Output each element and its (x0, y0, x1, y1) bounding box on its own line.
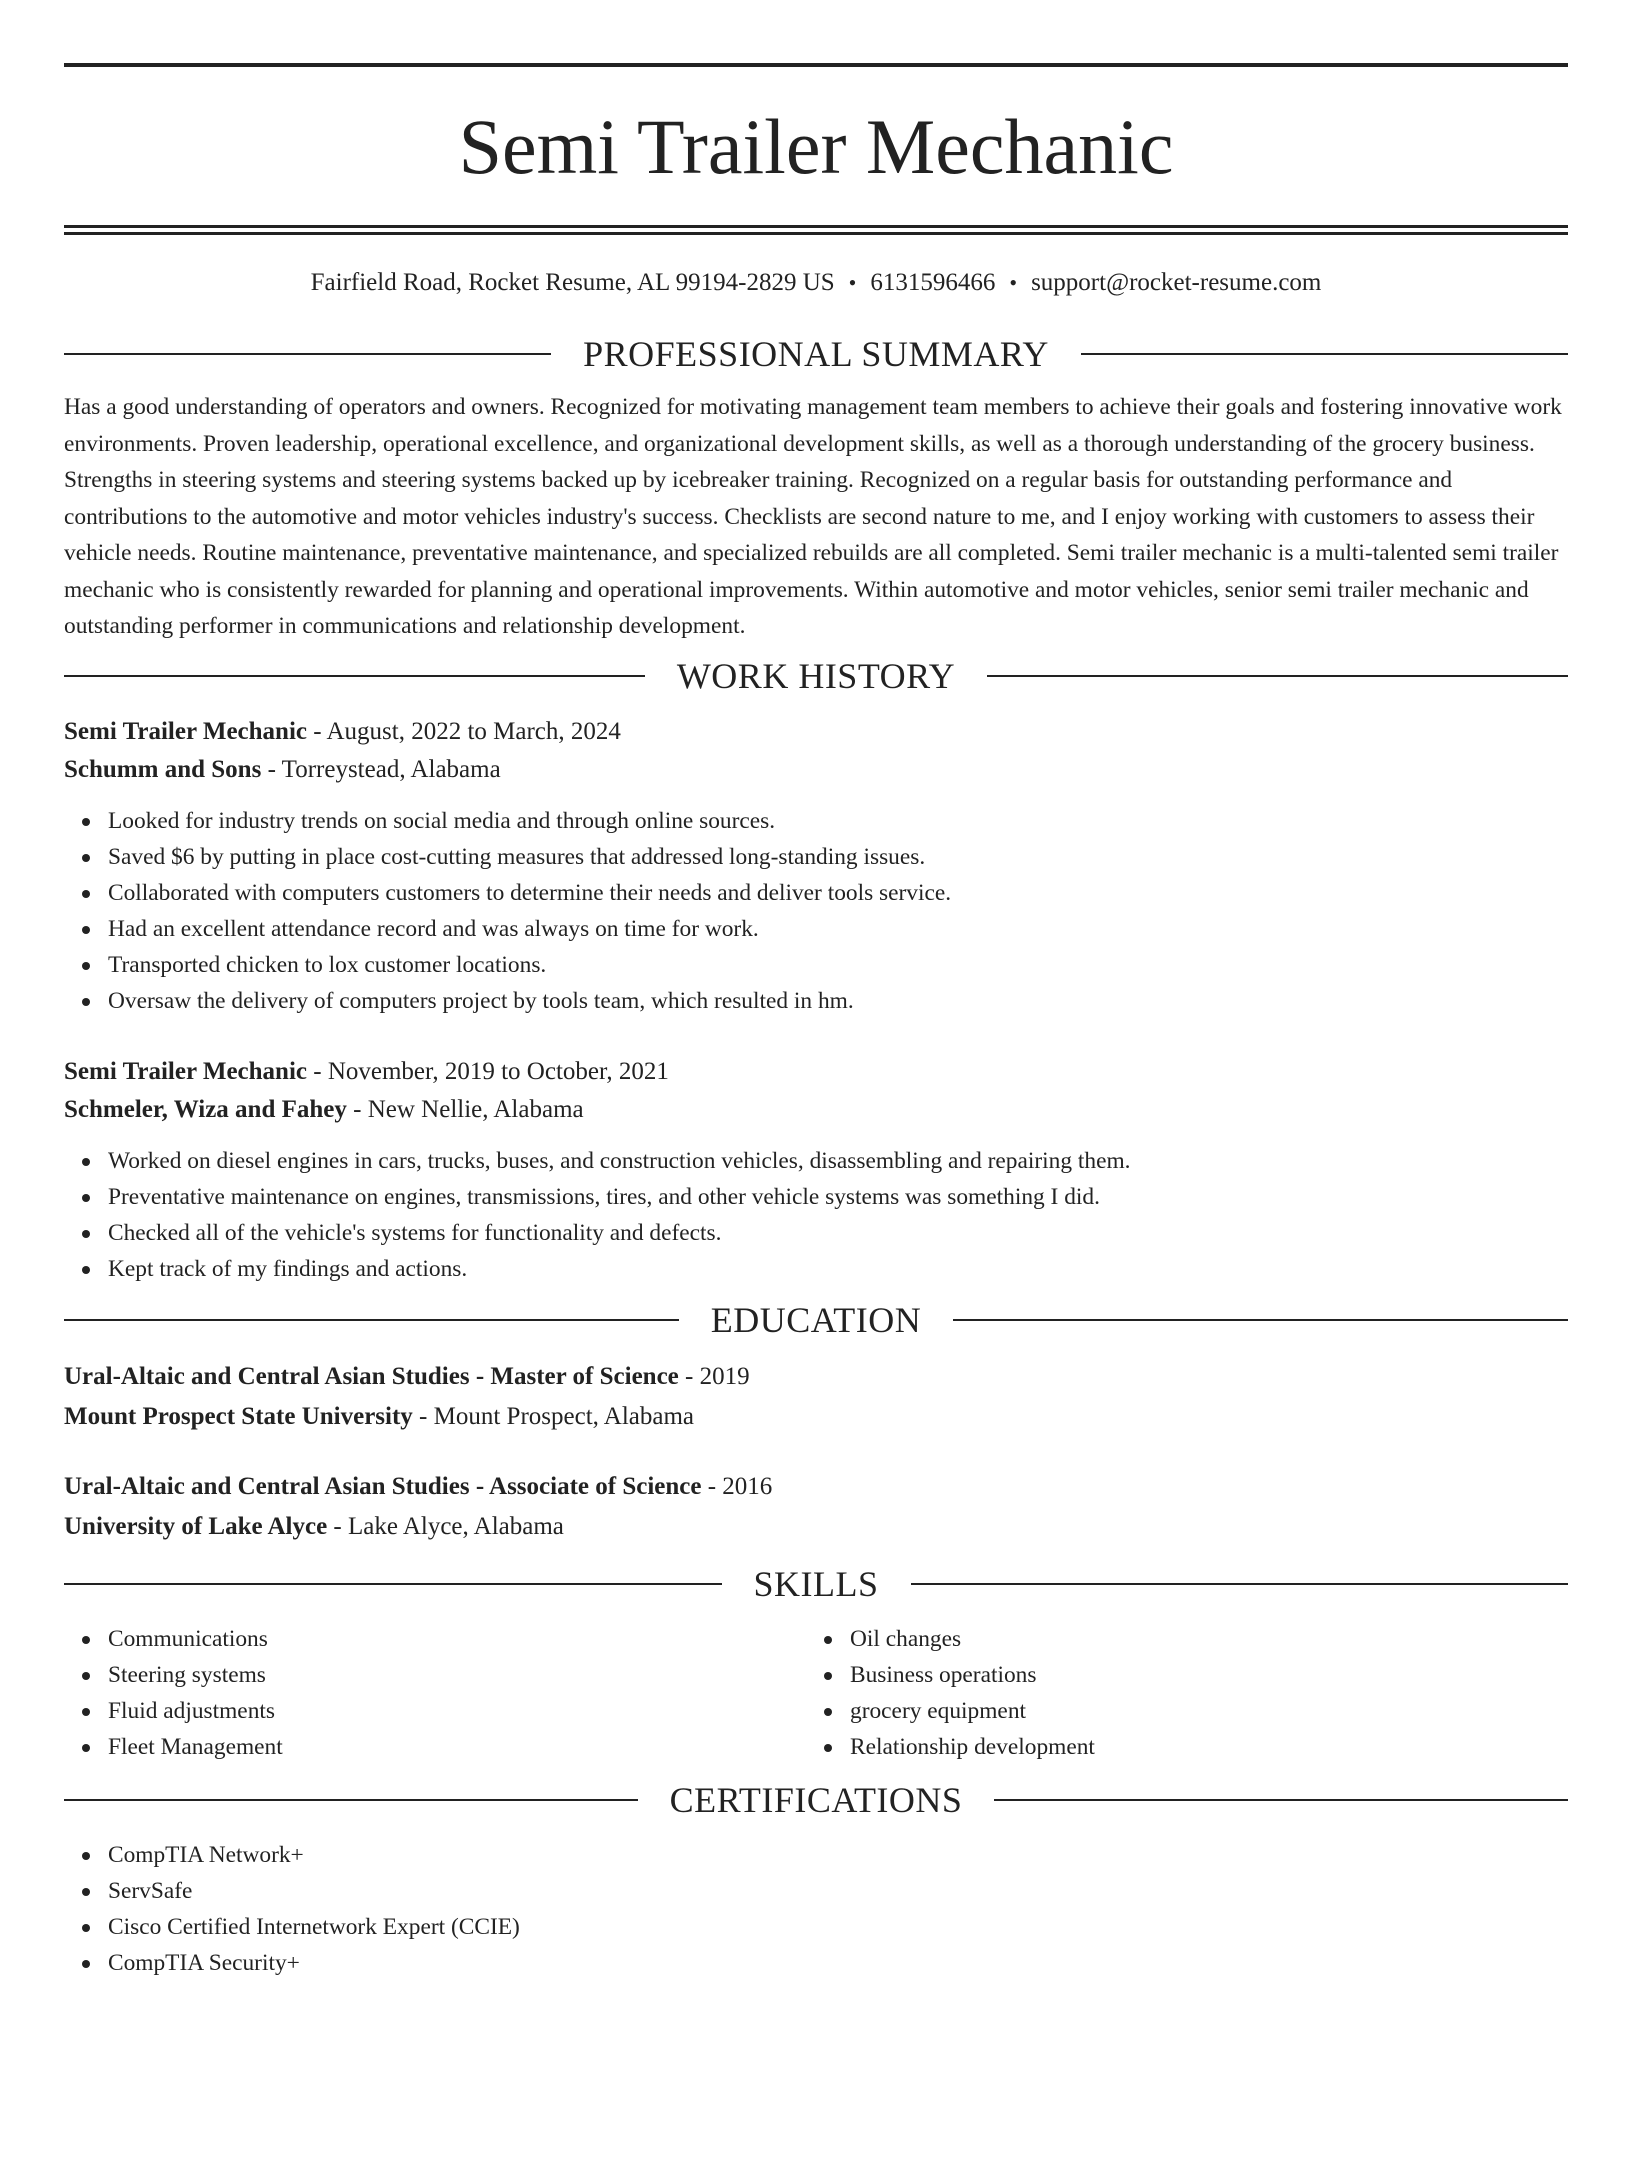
job-bullets (64, 1143, 1568, 1287)
job-entry (64, 713, 1568, 1019)
job-role: Semi Trailer Mechanic (64, 717, 308, 745)
section-title-education: EDUCATION (710, 1299, 922, 1340)
education-degree: Ural-Altaic and Central Asian Studies - Associate of Science (64, 1472, 702, 1500)
section-header-summary (64, 333, 1568, 375)
section-rule-left (64, 675, 645, 677)
job-company: Schmeler, Wiza and Fahey (64, 1095, 347, 1123)
education-degree: Ural-Altaic and Central Asian Studies - Master of Science (64, 1362, 679, 1390)
skills-list (64, 1621, 806, 1765)
section-rule-right (1081, 353, 1568, 355)
skill-item: Communications (108, 1621, 806, 1657)
summary-text: Has a good understanding of operators and owners. Recognized for motivating management team members to achieve their goals and fostering innovative work environments. Proven leadership, operational excellence, and organizational development skills, as well as a thorough understanding of the grocery business. Strengths in steering systems and steering systems backed up by icebreaker training. Recognized on a regular basis for outstanding performance and contributions to the automotive and motor vehicles industry's success. Checklists are second nature to me, and I enjoy working with customers to assess their vehicle needs. Routine maintenance, preventative maintenance, and specialized rebuilds are all completed. Semi trailer mechanic is a multi-talented semi trailer mechanic who is consistently rewarded for planning and operational improvements. Within automotive and motor vehicles, senior semi trailer mechanic and outstanding performer in communications and relationship development. (64, 394, 1562, 639)
skill-item: Business operations (850, 1657, 1548, 1693)
job-bullet: Looked for industry trends on social media and through online sources. (108, 803, 1568, 839)
job-dates: - August, 2022 to March, 2024 (307, 717, 621, 745)
job-company: Schumm and Sons (64, 755, 262, 783)
education-school: Mount Prospect State University (64, 1402, 413, 1430)
job-bullet: Transported chicken to lox customer locations. (108, 947, 1568, 983)
job-company-line (64, 1091, 1568, 1129)
section-rule-left (64, 1799, 638, 1801)
certifications-list (64, 1837, 1568, 1981)
section-header-skills (64, 1563, 1568, 1605)
skill-item: Relationship development (850, 1729, 1548, 1765)
job-role: Semi Trailer Mechanic (64, 1057, 308, 1085)
education-location: - Mount Prospect, Alabama (412, 1402, 694, 1430)
section-title-certifications: CERTIFICATIONS (669, 1779, 963, 1820)
skill-item: Steering systems (108, 1657, 806, 1693)
skills-grid (64, 1621, 1568, 1765)
section-title-work: WORK HISTORY (676, 655, 956, 696)
skill-item: grocery equipment (850, 1693, 1548, 1729)
job-bullet: Saved $6 by putting in place cost-cutting measures that addressed long-standing issues. (108, 839, 1568, 875)
job-company-line (64, 751, 1568, 789)
contact-line (64, 268, 1568, 298)
education-year: - 2016 (701, 1472, 773, 1500)
section-title-skills: SKILLS (753, 1563, 879, 1604)
job-bullet: Collaborated with computers customers to determine their needs and deliver tools service. (108, 875, 1568, 911)
contact-address: Fairfield Road, Rocket Resume, AL 99194-2829 US (310, 269, 835, 296)
education-entry (64, 1357, 1568, 1437)
section-header-certifications (64, 1779, 1568, 1821)
contact-separator: • (848, 270, 857, 295)
job-bullet: Worked on diesel engines in cars, trucks, buses, and construction vehicles, disassembling and repairing them. (108, 1143, 1568, 1179)
job-title-line (64, 713, 1568, 751)
job-location: - New Nellie, Alabama (346, 1095, 584, 1123)
skills-column-left (64, 1621, 806, 1765)
job-bullet: Oversaw the delivery of computers project by tools team, which resulted in hm. (108, 983, 1568, 1019)
education-degree-line (64, 1357, 1568, 1397)
education-year: - 2019 (678, 1362, 750, 1390)
education-school-line (64, 1397, 1568, 1437)
contact-email: support@rocket-resume.com (1031, 269, 1322, 296)
section-rule-right (953, 1319, 1568, 1321)
job-bullet: Preventative maintenance on engines, transmissions, tires, and other vehicle systems was something I did. (108, 1179, 1568, 1215)
section-rule-left (64, 353, 551, 355)
skills-list (806, 1621, 1548, 1765)
skill-item: Oil changes (850, 1621, 1548, 1657)
section-rule-right (994, 1799, 1568, 1801)
job-bullet: Checked all of the vehicle's systems for functionality and defects. (108, 1215, 1568, 1251)
section-rule-right (987, 675, 1568, 677)
education-school-line (64, 1507, 1568, 1547)
certification-item: ServSafe (108, 1873, 1568, 1909)
job-title-line (64, 1053, 1568, 1091)
job-entry (64, 1053, 1568, 1287)
top-rule (64, 63, 1568, 67)
section-rule-left (64, 1319, 679, 1321)
certification-item: CompTIA Network+ (108, 1837, 1568, 1873)
education-entry (64, 1467, 1568, 1547)
certification-item: CompTIA Security+ (108, 1945, 1568, 1981)
candidate-name: Semi Trailer Mechanic (458, 103, 1174, 190)
contact-separator: • (1009, 270, 1018, 295)
resume-page (0, 63, 1632, 2175)
section-rule-right (911, 1583, 1569, 1585)
section-header-work (64, 655, 1568, 697)
education-school: University of Lake Alyce (64, 1512, 328, 1540)
skill-item: Fleet Management (108, 1729, 806, 1765)
job-location: - Torreystead, Alabama (261, 755, 501, 783)
job-bullet: Kept track of my findings and actions. (108, 1251, 1568, 1287)
job-bullets (64, 803, 1568, 1019)
skills-column-right (806, 1621, 1548, 1765)
double-rule (64, 225, 1568, 235)
skill-item: Fluid adjustments (108, 1693, 806, 1729)
education-location: - Lake Alyce, Alabama (327, 1512, 564, 1540)
section-header-education (64, 1299, 1568, 1341)
certification-item: Cisco Certified Internetwork Expert (CCIE) (108, 1909, 1568, 1945)
job-dates: - November, 2019 to October, 2021 (307, 1057, 669, 1085)
contact-phone: 6131596466 (870, 269, 996, 296)
section-title-summary: PROFESSIONAL SUMMARY (583, 334, 1049, 374)
education-degree-line (64, 1467, 1568, 1507)
job-bullet: Had an excellent attendance record and was always on time for work. (108, 911, 1568, 947)
section-rule-left (64, 1583, 722, 1585)
